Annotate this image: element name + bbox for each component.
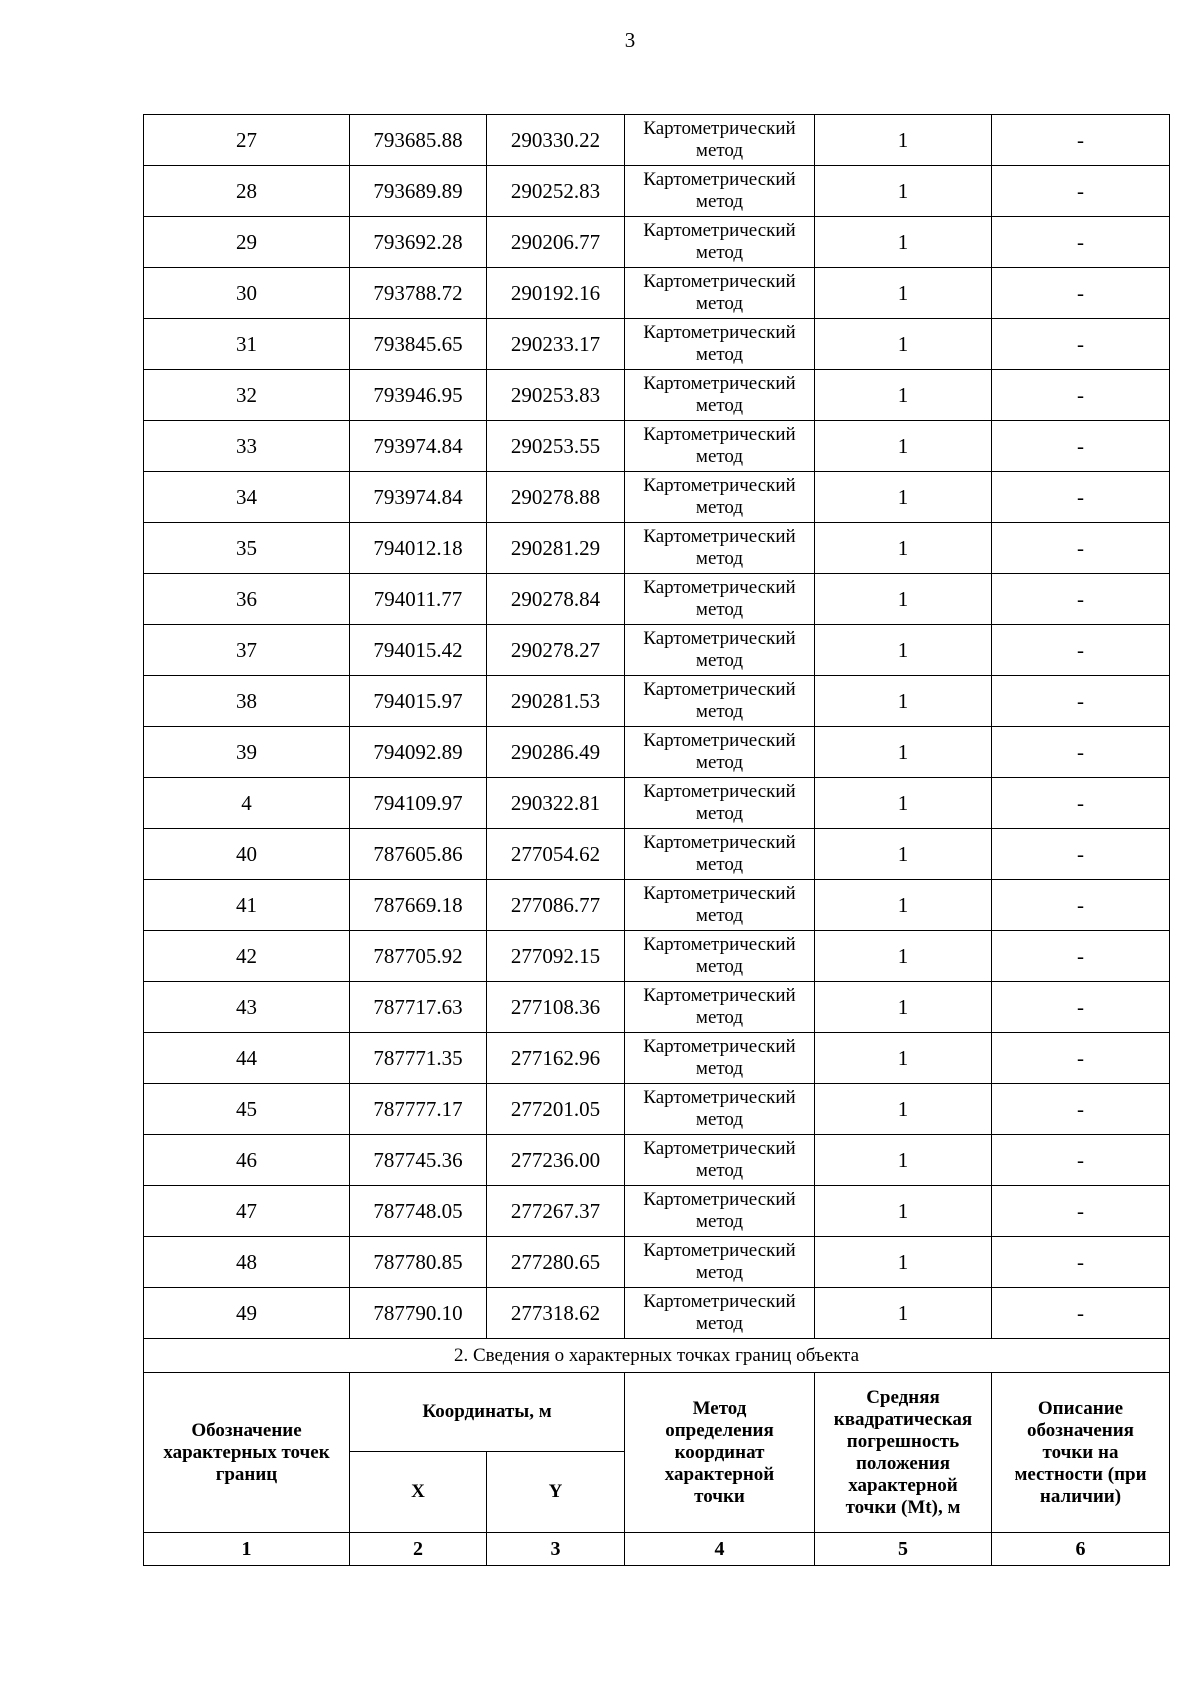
method-line: Картометрический [643, 985, 796, 1006]
y-coordinate-cell: 290286.49 [487, 727, 625, 778]
y-coordinate-cell: 290278.84 [487, 574, 625, 625]
mt-cell: 1 [815, 421, 992, 472]
point-id-cell: 39 [144, 727, 350, 778]
description-cell: - [992, 472, 1170, 523]
method-line: Картометрический [643, 118, 796, 139]
method-line: Картометрический [643, 1036, 796, 1057]
description-cell: - [992, 574, 1170, 625]
x-coordinate-cell: 787790.10 [350, 1288, 487, 1339]
column-number: 3 [487, 1533, 625, 1566]
method-line: Картометрический [643, 1138, 796, 1159]
method-cell [625, 370, 815, 421]
method-line: метод [695, 1313, 744, 1334]
method-line: метод [695, 1007, 744, 1028]
table-row [144, 625, 1170, 676]
method-line: Картометрический [643, 169, 796, 190]
x-coordinate-cell: 787745.36 [350, 1135, 487, 1186]
description-cell: - [992, 625, 1170, 676]
mt-cell: 1 [815, 217, 992, 268]
x-coordinate-cell: 787605.86 [350, 829, 487, 880]
point-id-cell: 37 [144, 625, 350, 676]
method-line: Картометрический [643, 1189, 796, 1210]
table-row [144, 1084, 1170, 1135]
method-cell [625, 727, 815, 778]
method-line: Картометрический [643, 373, 796, 394]
point-id-cell: 38 [144, 676, 350, 727]
y-coordinate-cell: 290278.27 [487, 625, 625, 676]
mt-cell: 1 [815, 166, 992, 217]
mt-cell: 1 [815, 1288, 992, 1339]
x-coordinate-cell: 794109.97 [350, 778, 487, 829]
y-coordinate-cell: 277054.62 [487, 829, 625, 880]
method-line: метод [695, 752, 744, 773]
method-line: метод [695, 344, 744, 365]
x-coordinate-cell: 787780.85 [350, 1237, 487, 1288]
method-cell [625, 1033, 815, 1084]
method-cell [625, 574, 815, 625]
method-line: метод [695, 293, 744, 314]
method-line: Картометрический [643, 1291, 796, 1312]
description-cell: - [992, 1084, 1170, 1135]
method-line: Картометрический [643, 781, 796, 802]
method-line: Картометрический [643, 1087, 796, 1108]
description-cell: - [992, 982, 1170, 1033]
point-id-cell: 44 [144, 1033, 350, 1084]
method-line: метод [695, 446, 744, 467]
description-cell: - [992, 880, 1170, 931]
method-cell [625, 166, 815, 217]
table-row [144, 268, 1170, 319]
point-id-cell: 42 [144, 931, 350, 982]
point-id-cell: 36 [144, 574, 350, 625]
header-designation: Обозначение характерных точек границ [144, 1373, 350, 1533]
page-number: 3 [624, 28, 636, 52]
method-line: метод [695, 1109, 744, 1130]
x-coordinate-cell: 793974.84 [350, 421, 487, 472]
section-2 [144, 1339, 1170, 1566]
x-coordinate-cell: 787748.05 [350, 1186, 487, 1237]
description-cell: - [992, 166, 1170, 217]
method-line: метод [695, 1160, 744, 1181]
point-id-cell: 45 [144, 1084, 350, 1135]
x-coordinate-cell: 787669.18 [350, 880, 487, 931]
description-cell: - [992, 1135, 1170, 1186]
mt-cell: 1 [815, 1084, 992, 1135]
column-number: 6 [992, 1533, 1170, 1566]
mt-cell: 1 [815, 676, 992, 727]
method-line: метод [695, 548, 744, 569]
point-id-cell: 49 [144, 1288, 350, 1339]
method-line: Картометрический [643, 883, 796, 904]
header-row-top [144, 1373, 1170, 1452]
table-row [144, 931, 1170, 982]
point-id-cell: 27 [144, 115, 350, 166]
x-coordinate-cell: 793974.84 [350, 472, 487, 523]
description-cell: - [992, 1288, 1170, 1339]
y-coordinate-cell: 290322.81 [487, 778, 625, 829]
description-cell: - [992, 931, 1170, 982]
table-row [144, 1135, 1170, 1186]
method-line: метод [695, 650, 744, 671]
point-id-cell: 33 [144, 421, 350, 472]
description-cell: - [992, 676, 1170, 727]
table-row [144, 370, 1170, 421]
point-id-cell: 28 [144, 166, 350, 217]
mt-cell: 1 [815, 115, 992, 166]
x-coordinate-cell: 793946.95 [350, 370, 487, 421]
method-line: метод [695, 599, 744, 620]
method-line: Картометрический [643, 1240, 796, 1261]
x-coordinate-cell: 794012.18 [350, 523, 487, 574]
method-cell [625, 982, 815, 1033]
method-cell [625, 1135, 815, 1186]
description-cell: - [992, 523, 1170, 574]
y-coordinate-cell: 290192.16 [487, 268, 625, 319]
point-id-cell: 41 [144, 880, 350, 931]
point-id-cell: 31 [144, 319, 350, 370]
mt-cell: 1 [815, 1033, 992, 1084]
x-coordinate-cell: 793685.88 [350, 115, 487, 166]
mt-cell: 1 [815, 982, 992, 1033]
method-line: метод [695, 956, 744, 977]
header-description: Описание обозначения точки на местности (при наличии) [992, 1373, 1170, 1533]
method-line: Картометрический [643, 424, 796, 445]
method-cell [625, 217, 815, 268]
table-row [144, 676, 1170, 727]
mt-cell: 1 [815, 574, 992, 625]
method-line: Картометрический [643, 934, 796, 955]
method-cell [625, 268, 815, 319]
table-row [144, 1237, 1170, 1288]
table-row [144, 574, 1170, 625]
method-line: метод [695, 395, 744, 416]
table-row [144, 1033, 1170, 1084]
description-cell: - [992, 1237, 1170, 1288]
method-line: Картометрический [643, 832, 796, 853]
y-coordinate-cell: 277086.77 [487, 880, 625, 931]
method-line: Картометрический [643, 577, 796, 598]
method-line: метод [695, 1058, 744, 1079]
method-cell [625, 1288, 815, 1339]
method-line: Картометрический [643, 220, 796, 241]
x-coordinate-cell: 787771.35 [350, 1033, 487, 1084]
column-numbers-row [144, 1533, 1170, 1566]
point-id-cell: 47 [144, 1186, 350, 1237]
method-cell [625, 1186, 815, 1237]
method-cell [625, 1084, 815, 1135]
table-row [144, 829, 1170, 880]
x-coordinate-cell: 787777.17 [350, 1084, 487, 1135]
description-cell: - [992, 1186, 1170, 1237]
mt-cell: 1 [815, 1237, 992, 1288]
mt-cell: 1 [815, 319, 992, 370]
method-line: Картометрический [643, 322, 796, 343]
x-coordinate-cell: 787705.92 [350, 931, 487, 982]
table-row [144, 880, 1170, 931]
description-cell: - [992, 319, 1170, 370]
table-row [144, 115, 1170, 166]
method-line: Картометрический [643, 628, 796, 649]
method-line: метод [695, 497, 744, 518]
y-coordinate-cell: 277280.65 [487, 1237, 625, 1288]
method-cell [625, 880, 815, 931]
y-coordinate-cell: 290233.17 [487, 319, 625, 370]
header-y: Y [487, 1452, 625, 1533]
y-coordinate-cell: 290253.83 [487, 370, 625, 421]
description-cell: - [992, 778, 1170, 829]
point-id-cell: 29 [144, 217, 350, 268]
x-coordinate-cell: 793788.72 [350, 268, 487, 319]
column-number: 5 [815, 1533, 992, 1566]
method-cell [625, 1237, 815, 1288]
table-row [144, 982, 1170, 1033]
description-cell: - [992, 115, 1170, 166]
mt-cell: 1 [815, 1135, 992, 1186]
x-coordinate-cell: 793692.28 [350, 217, 487, 268]
y-coordinate-cell: 277318.62 [487, 1288, 625, 1339]
mt-cell: 1 [815, 268, 992, 319]
method-cell [625, 829, 815, 880]
table-row [144, 523, 1170, 574]
method-line: Картометрический [643, 730, 796, 751]
description-cell: - [992, 421, 1170, 472]
column-number: 1 [144, 1533, 350, 1566]
mt-cell: 1 [815, 523, 992, 574]
method-line: метод [695, 905, 744, 926]
method-cell [625, 421, 815, 472]
x-coordinate-cell: 793689.89 [350, 166, 487, 217]
y-coordinate-cell: 290281.53 [487, 676, 625, 727]
table-row [144, 727, 1170, 778]
table-row [144, 166, 1170, 217]
mt-cell: 1 [815, 1186, 992, 1237]
method-line: метод [695, 803, 744, 824]
y-coordinate-cell: 277162.96 [487, 1033, 625, 1084]
method-line: метод [695, 854, 744, 875]
header-coordinates: Координаты, м [350, 1373, 625, 1452]
x-coordinate-cell: 787717.63 [350, 982, 487, 1033]
method-cell [625, 931, 815, 982]
column-number: 2 [350, 1533, 487, 1566]
point-id-cell: 46 [144, 1135, 350, 1186]
point-id-cell: 48 [144, 1237, 350, 1288]
header-x: X [350, 1452, 487, 1533]
header-mean-square-error: Средняя квадратическая погрешность положения характерной точки (Mt), м [815, 1373, 992, 1533]
x-coordinate-cell: 794011.77 [350, 574, 487, 625]
mt-cell: 1 [815, 370, 992, 421]
table-row [144, 778, 1170, 829]
description-cell: - [992, 829, 1170, 880]
method-line: метод [695, 140, 744, 161]
x-coordinate-cell: 793845.65 [350, 319, 487, 370]
point-id-cell: 34 [144, 472, 350, 523]
method-line: метод [695, 1211, 744, 1232]
mt-cell: 1 [815, 625, 992, 676]
column-number: 4 [625, 1533, 815, 1566]
x-coordinate-cell: 794015.97 [350, 676, 487, 727]
y-coordinate-cell: 290278.88 [487, 472, 625, 523]
description-cell: - [992, 217, 1170, 268]
method-line: метод [695, 1262, 744, 1283]
y-coordinate-cell: 290253.55 [487, 421, 625, 472]
point-id-cell: 40 [144, 829, 350, 880]
description-cell: - [992, 268, 1170, 319]
method-line: метод [695, 701, 744, 722]
method-cell [625, 676, 815, 727]
y-coordinate-cell: 290330.22 [487, 115, 625, 166]
y-coordinate-cell: 277201.05 [487, 1084, 625, 1135]
y-coordinate-cell: 277236.00 [487, 1135, 625, 1186]
y-coordinate-cell: 277267.37 [487, 1186, 625, 1237]
method-line: Картометрический [643, 526, 796, 547]
method-cell [625, 523, 815, 574]
method-cell [625, 115, 815, 166]
description-cell: - [992, 727, 1170, 778]
point-id-cell: 30 [144, 268, 350, 319]
method-cell [625, 625, 815, 676]
point-id-cell: 35 [144, 523, 350, 574]
mt-cell: 1 [815, 880, 992, 931]
boundary-points-table [143, 114, 1170, 1566]
x-coordinate-cell: 794015.42 [350, 625, 487, 676]
y-coordinate-cell: 290281.29 [487, 523, 625, 574]
method-line: метод [695, 191, 744, 212]
method-cell [625, 472, 815, 523]
description-cell: - [992, 1033, 1170, 1084]
mt-cell: 1 [815, 829, 992, 880]
point-id-cell: 4 [144, 778, 350, 829]
table-row [144, 1186, 1170, 1237]
method-cell [625, 319, 815, 370]
method-line: метод [695, 242, 744, 263]
header-method: Метод определения координат характерной точки [625, 1373, 815, 1533]
table-row [144, 421, 1170, 472]
y-coordinate-cell: 290206.77 [487, 217, 625, 268]
mt-cell: 1 [815, 472, 992, 523]
y-coordinate-cell: 290252.83 [487, 166, 625, 217]
method-line: Картометрический [643, 271, 796, 292]
x-coordinate-cell: 794092.89 [350, 727, 487, 778]
mt-cell: 1 [815, 727, 992, 778]
method-line: Картометрический [643, 475, 796, 496]
data-rows [144, 115, 1170, 1339]
table-row [144, 1288, 1170, 1339]
description-cell: - [992, 370, 1170, 421]
table-row [144, 319, 1170, 370]
table-row [144, 217, 1170, 268]
table-row [144, 472, 1170, 523]
mt-cell: 1 [815, 931, 992, 982]
y-coordinate-cell: 277092.15 [487, 931, 625, 982]
method-line: Картометрический [643, 679, 796, 700]
mt-cell: 1 [815, 778, 992, 829]
point-id-cell: 32 [144, 370, 350, 421]
section-2-title: 2. Сведения о характерных точках границ объекта [144, 1339, 1170, 1373]
y-coordinate-cell: 277108.36 [487, 982, 625, 1033]
point-id-cell: 43 [144, 982, 350, 1033]
method-cell [625, 778, 815, 829]
